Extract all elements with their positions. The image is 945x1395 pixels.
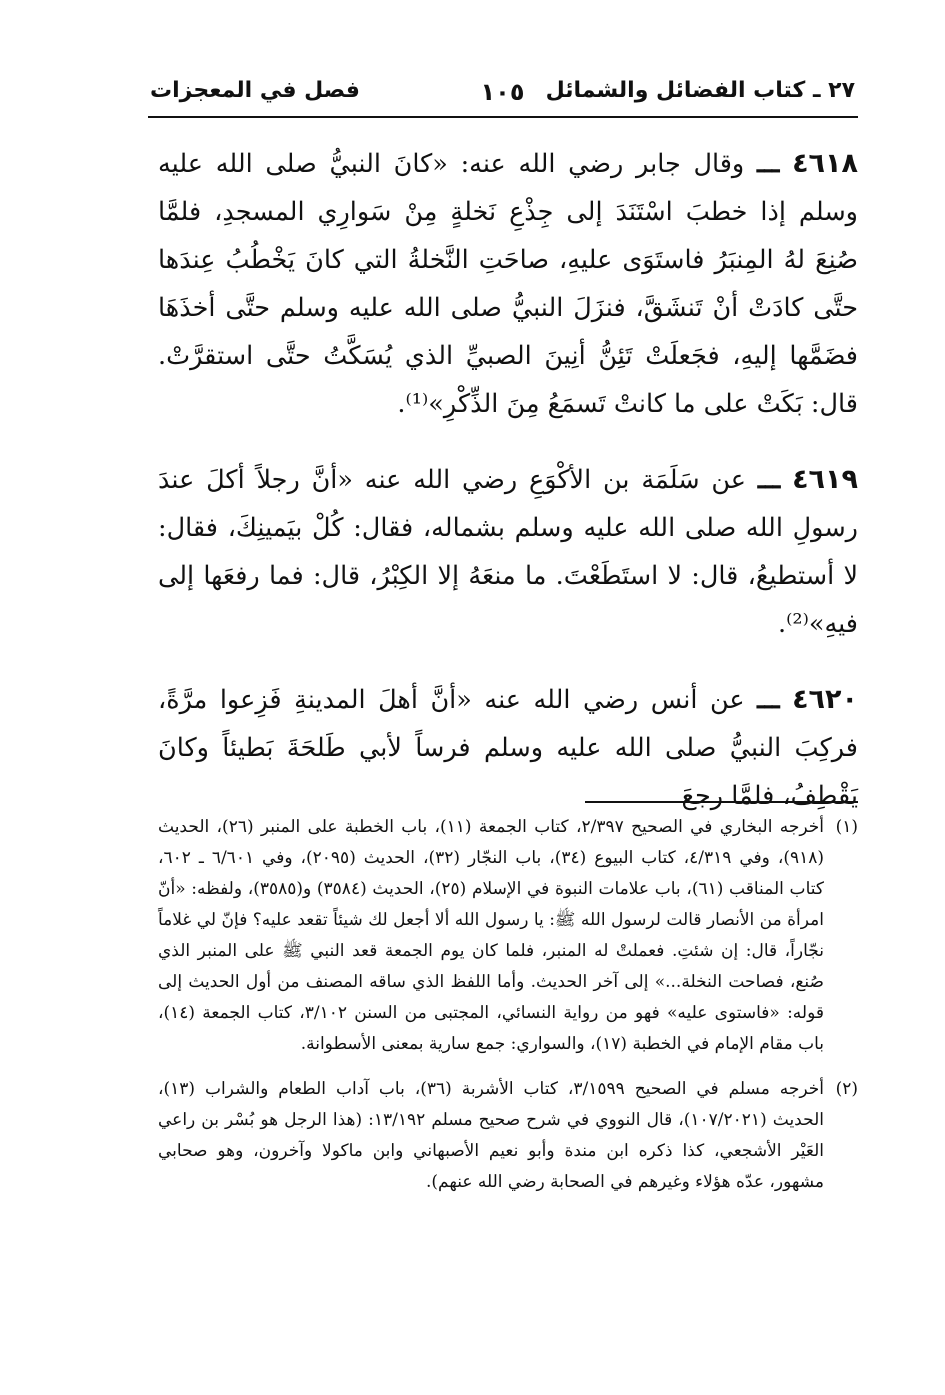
- hadith-text: وقال جابر رضي الله عنه: «كانَ النبيُّ صلى الله عليه وسلم إذا خطبَ اسْتَنَدَ إلى جِذْعِ نَخلةٍ مِنْ سَوارِي المسجدِ، فلمَّا صُنِعَ لهُ المِنبَرُ فاستَوَى عليهِ، صاحَتِ النَّخلةُ التي كانَ يَخْطُبُ عِندَها حتَّى كادَتْ أنْ تَنشَقَّ، فنزَلَ النبيُّ صلى الله عليه وسلم حتَّى أخذَهَا فضَمَّها إليهِ، فجَعلَتْ تَئِنُّ أنِينَ الصبيِّ الذي يُسَكَّتُ حتَّى استقرَّتْ. قال: بَكَتْ على ما كانتْ تَسمَعُ مِنَ الذِّكْرِ»⁽¹⁾.: [158, 149, 858, 419]
- running-header: [150, 70, 855, 114]
- hadith-dash: ـــ: [757, 465, 781, 495]
- footnote-mark: (١): [835, 817, 858, 837]
- hadith-number: ٤٦١٩: [792, 464, 858, 495]
- footnotes: [158, 812, 858, 1212]
- main-text: [158, 140, 858, 848]
- hadith-paragraph: [158, 456, 858, 648]
- footnote-text: أخرجه مسلم في الصحيح ٣/١٥٩٩، كتاب الأشربة (٣٦)، باب آداب الطعام والشراب (١٣)، الحديث (١٠٧/٢٠٢١)، قال النووي في شرح صحيح مسلم ١٣/١٩٢: (هذا الرجل هو بُسْر بن راعي العَيْر الأشجعي، كذا ذكره ابن مندة وأبو نعيم الأصبهاني وابن ماكولا وآخرون، وهو صحابي مشهور، عدّه هؤلاء وغيرهم في الصحابة رضي الله عنهم).: [158, 1079, 824, 1192]
- hadith-text: عن سَلَمَة بن الأكْوَعِ رضي الله عنه «أنَّ رجلاً أكلَ عندَ رسولِ الله صلى الله عليه وسلم بشماله، فقال: كُلْ بيَمينِكَ، فقال: لا أستطيعُ، قال: لا استَطَعْتَ. ما منعَهُ إلا الكِبْرُ، قال: فما رفعَها إلى فيهِ»⁽²⁾.: [158, 465, 858, 639]
- hadith-paragraph: [158, 140, 858, 428]
- footnote: [158, 1074, 858, 1198]
- section-title: فصل في المعجزات: [150, 78, 360, 103]
- hadith-dash: ـــ: [756, 149, 780, 179]
- page-number: ١٠٥: [480, 78, 525, 106]
- hadith-paragraph: [158, 676, 858, 820]
- chapter-title: ٢٧ ـ كتاب الفضائل والشمائل: [545, 78, 855, 103]
- footnote-mark: (٢): [835, 1079, 858, 1099]
- hadith-number: ٤٦٢٠: [792, 684, 858, 715]
- hadith-number: ٤٦١٨: [792, 148, 858, 179]
- footnote-text: أخرجه البخاري في الصحيح ٢/٣٩٧، كتاب الجمعة (١١)، باب الخطبة على المنبر (٢٦)، الحديث (٩١٨)، وفي ٤/٣١٩، كتاب البيوع (٣٤)، باب النجّار (٣٢)، الحديث (٢٠٩٥)، وفي ٦/٦٠١ ـ ٦٠٢، كتاب المناقب (٦١)، باب علامات النبوة في الإسلام (٢٥)، الحديث (٣٥٨٤) و(٣٥٨٥)، ولفظه: «أنّ امرأة من الأنصار قالت لرسول الله ﷺ: يا رسول الله ألا أجعل لك شيئاً تقعد عليه؟ فإنّ لي غلاماً نجّاراً، قال: إن شئتِ. فعملتْ له المنبر، فلما كان يوم الجمعة قعد النبي ﷺ على المنبر الذي صُنع، فصاحت النخلة...» إلى آخر الحديث. وأما اللفظ الذي ساقه المصنف من أول الحديث إلى قوله: «فاستوى عليه» فهو من رواية النسائي، المجتبى من السنن ٣/١٠٢، كتاب الجمعة (١٤)، باب مقام الإمام في الخطبة (١٧)، والسواري: جمع سارية بمعنى الأسطوانة.: [158, 817, 825, 1054]
- hadith-dash: ـــ: [757, 685, 780, 715]
- footnote: [158, 812, 858, 1060]
- hadith-text: عن أنس رضي الله عنه «أنَّ أهلَ المدينةِ فَزِعوا مرَّةً، فركِبَ النبيُّ صلى الله عليه وسلم فرساً لأبي طَلحَةَ بَطيئاً وكانَ يَقْطِفُ، فلمَّا رجعَ: [158, 685, 858, 811]
- footnote-separator: [585, 801, 858, 803]
- header-rule: [148, 116, 858, 118]
